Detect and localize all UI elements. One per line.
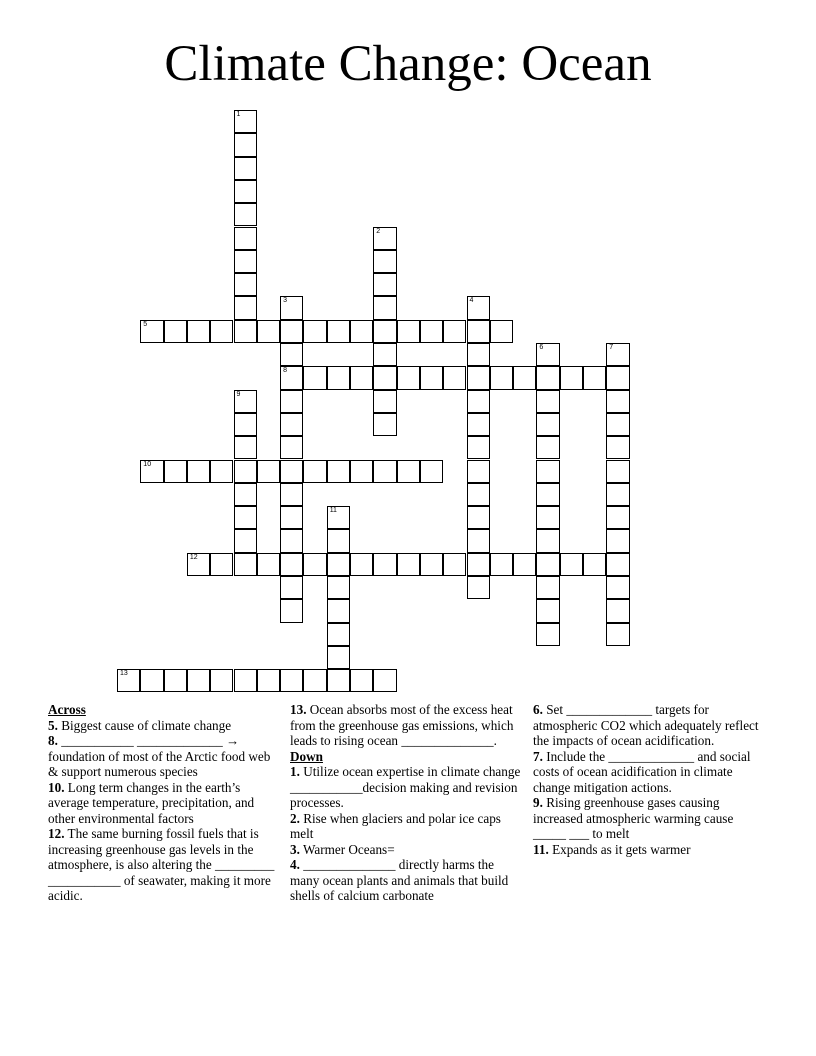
grid-cell[interactable] <box>210 669 233 692</box>
clues-column-3 <box>533 702 763 857</box>
grid-cell[interactable] <box>373 343 396 366</box>
grid-cell[interactable] <box>443 553 466 576</box>
clue-text: ___________ _____________ → foundation of most of the Arctic food web & support numerous species <box>48 733 271 779</box>
clue-item <box>290 702 526 749</box>
grid-cell[interactable] <box>420 460 443 483</box>
clue-item <box>533 749 763 796</box>
clues-column-2 <box>290 702 526 904</box>
grid-cell[interactable] <box>467 483 490 506</box>
grid-cell[interactable] <box>257 669 280 692</box>
grid-cell[interactable] <box>234 180 257 203</box>
grid-cell[interactable] <box>536 623 559 646</box>
clue-text: Long term changes in the earth’s average temperature, precipitation, and other environmental factors <box>48 779 255 826</box>
grid-cell[interactable] <box>373 553 396 576</box>
grid-cell[interactable] <box>164 320 187 343</box>
clue-item <box>533 795 763 842</box>
grid-cell[interactable] <box>467 553 490 576</box>
grid-cell[interactable] <box>397 460 420 483</box>
grid-cell[interactable] <box>536 343 559 366</box>
clue-text: Utilize ocean expertise in climate change ___________decision making and revision processes. <box>290 764 521 810</box>
grid-cell[interactable] <box>327 320 350 343</box>
clue-number: 1 <box>236 111 241 118</box>
clue-number: 5. <box>48 717 58 733</box>
clue-text: Expands as it gets warmer <box>548 841 691 857</box>
grid-cell[interactable] <box>536 460 559 483</box>
grid-cell[interactable] <box>280 436 303 459</box>
clue-number: 13 <box>120 670 128 678</box>
clue-item <box>533 842 763 858</box>
clue-number: 3. <box>290 841 300 857</box>
grid-cell[interactable] <box>467 529 490 552</box>
grid-cell[interactable] <box>467 343 490 366</box>
grid-cell[interactable] <box>280 296 303 319</box>
grid-cell[interactable] <box>606 413 629 436</box>
clue-number: 10 <box>143 460 152 468</box>
clue-number: 8 <box>283 367 287 375</box>
page-title: Climate Change: Ocean <box>164 36 652 92</box>
clue-number: 4. <box>290 857 300 872</box>
grid-cell[interactable] <box>350 320 373 343</box>
grid-cell[interactable] <box>513 553 536 576</box>
clue-number: 11 <box>329 507 337 515</box>
clue-item <box>48 826 278 904</box>
grid-cell[interactable] <box>164 669 187 692</box>
clue-number: 11. <box>533 841 549 857</box>
grid-cell[interactable] <box>280 576 303 599</box>
clue-number: 13. <box>290 702 307 717</box>
grid-cell[interactable] <box>606 576 629 599</box>
grid-cell[interactable] <box>467 320 490 343</box>
grid-cell[interactable] <box>467 576 490 599</box>
grid-cell[interactable] <box>606 506 629 529</box>
grid-cell[interactable] <box>373 296 396 319</box>
grid-cell[interactable] <box>164 460 187 483</box>
grid-cell[interactable] <box>536 483 559 506</box>
grid-cell[interactable] <box>327 576 350 599</box>
grid-cell[interactable] <box>117 669 140 692</box>
grid-cell[interactable] <box>350 553 373 576</box>
grid-cell[interactable] <box>606 623 629 646</box>
clue-item <box>533 702 763 749</box>
grid-cell[interactable] <box>397 553 420 576</box>
grid-cell[interactable] <box>373 227 396 250</box>
grid-cell[interactable] <box>210 553 233 576</box>
clue-item <box>48 780 278 827</box>
grid-cell[interactable] <box>490 320 513 343</box>
clue-number: 1. <box>290 764 300 779</box>
grid-cell[interactable] <box>303 320 326 343</box>
grid-cell[interactable] <box>536 436 559 459</box>
clue-text: The same burning fossil fuels that is increasing greenhouse gas levels in the atmosphere, is also altering the _________ ___________ of seawater, making it more acidic. <box>48 826 275 903</box>
grid-cell[interactable] <box>536 390 559 413</box>
grid-cell[interactable] <box>536 576 559 599</box>
grid-cell[interactable] <box>443 320 466 343</box>
grid-cell[interactable] <box>467 413 490 436</box>
grid-cell[interactable] <box>606 553 629 576</box>
grid-cell[interactable] <box>234 390 257 413</box>
clue-text: Include the _____________ and social costs of ocean acidification in climate change mitigation actions. <box>533 748 751 795</box>
clue-text: Biggest cause of climate change <box>57 717 232 733</box>
grid-cell[interactable] <box>280 390 303 413</box>
grid-cell[interactable] <box>210 460 233 483</box>
grid-cell[interactable] <box>257 320 280 343</box>
grid-cell[interactable] <box>606 436 629 459</box>
clue-item <box>48 733 278 780</box>
grid-cell[interactable] <box>373 366 396 389</box>
grid-cell[interactable] <box>140 669 163 692</box>
grid-cell[interactable] <box>234 227 257 250</box>
section-heading: Across <box>48 702 86 717</box>
grid-cell[interactable] <box>327 623 350 646</box>
grid-cell[interactable] <box>234 273 257 296</box>
grid-cell[interactable] <box>280 460 303 483</box>
grid-cell[interactable] <box>606 483 629 506</box>
grid-cell[interactable] <box>373 669 396 692</box>
grid-cell[interactable] <box>280 506 303 529</box>
grid-cell[interactable] <box>280 320 303 343</box>
grid-cell[interactable] <box>536 506 559 529</box>
grid-cell[interactable] <box>327 646 350 669</box>
clue-number: 7 <box>609 344 614 351</box>
clue-item <box>290 842 526 858</box>
grid-cell[interactable] <box>280 599 303 622</box>
grid-cell[interactable] <box>373 413 396 436</box>
grid-cell[interactable] <box>234 460 257 483</box>
clue-number: 7. <box>533 748 543 764</box>
grid-cell[interactable] <box>303 553 326 576</box>
clue-number: 5 <box>143 320 148 328</box>
grid-cell[interactable] <box>187 553 210 576</box>
grid-cell[interactable] <box>490 553 513 576</box>
grid-cell[interactable] <box>187 460 210 483</box>
grid-cell[interactable] <box>303 366 326 389</box>
grid-cell[interactable] <box>350 669 373 692</box>
clue-number: 2. <box>290 810 300 826</box>
grid-cell[interactable] <box>327 460 350 483</box>
grid-cell[interactable] <box>373 390 396 413</box>
clue-item <box>48 718 278 734</box>
grid-cell[interactable] <box>350 460 373 483</box>
grid-cell[interactable] <box>303 460 326 483</box>
grid-cell[interactable] <box>560 553 583 576</box>
clue-number: 10. <box>48 779 65 795</box>
grid-cell[interactable] <box>397 366 420 389</box>
grid-cell[interactable] <box>280 413 303 436</box>
section-heading: Down <box>290 748 323 764</box>
grid-cell[interactable] <box>536 413 559 436</box>
grid-cell[interactable] <box>234 669 257 692</box>
clue-item <box>290 811 526 842</box>
grid-cell[interactable] <box>234 413 257 436</box>
grid-cell[interactable] <box>490 366 513 389</box>
grid-cell[interactable] <box>234 110 257 133</box>
clue-number: 2 <box>376 227 381 235</box>
grid-cell[interactable] <box>280 483 303 506</box>
grid-cell[interactable] <box>280 553 303 576</box>
clue-text: Rising greenhouse gases causing increased atmospheric warming cause _____ ___ to melt <box>533 795 734 841</box>
grid-cell[interactable] <box>234 553 257 576</box>
grid-cell[interactable] <box>234 133 257 156</box>
grid-cell[interactable] <box>373 250 396 273</box>
clue-number: 4 <box>469 297 474 305</box>
clue-item <box>290 857 526 904</box>
grid-cell[interactable] <box>536 529 559 552</box>
grid-cell[interactable] <box>280 366 303 389</box>
grid-cell[interactable] <box>327 366 350 389</box>
grid-cell[interactable] <box>583 553 606 576</box>
grid-cell[interactable] <box>234 483 257 506</box>
grid-cell[interactable] <box>373 460 396 483</box>
grid-cell[interactable] <box>350 366 373 389</box>
grid-cell[interactable] <box>467 460 490 483</box>
grid-cell[interactable] <box>280 669 303 692</box>
clue-number: 6. <box>533 702 543 717</box>
grid-cell[interactable] <box>536 553 559 576</box>
grid-cell[interactable] <box>606 529 629 552</box>
grid-cell[interactable] <box>187 669 210 692</box>
clue-number: 3 <box>283 297 287 305</box>
grid-cell[interactable] <box>420 553 443 576</box>
grid-cell[interactable] <box>140 460 163 483</box>
clue-number: 9. <box>533 795 543 810</box>
grid-cell[interactable] <box>443 366 466 389</box>
grid-cell[interactable] <box>187 320 210 343</box>
grid-cell[interactable] <box>467 390 490 413</box>
grid-cell[interactable] <box>467 296 490 319</box>
grid-cell[interactable] <box>280 529 303 552</box>
grid-cell[interactable] <box>420 366 443 389</box>
clues-column-1 <box>48 702 278 904</box>
grid-cell[interactable] <box>140 320 163 343</box>
grid-cell[interactable] <box>606 460 629 483</box>
grid-cell[interactable] <box>303 669 326 692</box>
grid-cell[interactable] <box>467 436 490 459</box>
grid-cell[interactable] <box>234 506 257 529</box>
grid-cell[interactable] <box>467 506 490 529</box>
grid-cell[interactable] <box>373 320 396 343</box>
clue-text: ______________ directly harms the many ocean plants and animals that build shells of calcium carbonate <box>290 857 509 903</box>
clue-number: 9 <box>236 390 241 398</box>
grid-cell[interactable] <box>327 599 350 622</box>
clue-item <box>290 764 526 811</box>
clue-text: Rise when glaciers and polar ice caps melt <box>290 810 501 841</box>
grid-cell[interactable] <box>467 366 490 389</box>
grid-cell[interactable] <box>234 203 257 226</box>
grid-cell[interactable] <box>327 506 350 529</box>
grid-cell[interactable] <box>606 599 629 622</box>
grid-cell[interactable] <box>257 553 280 576</box>
clue-number: 8. <box>48 733 58 748</box>
grid-cell[interactable] <box>234 529 257 552</box>
grid-cell[interactable] <box>606 366 629 389</box>
grid-cell[interactable] <box>327 529 350 552</box>
grid-cell[interactable] <box>234 320 257 343</box>
grid-cell[interactable] <box>327 669 350 692</box>
clue-text: Warmer Oceans= <box>299 841 395 857</box>
grid-cell[interactable] <box>513 366 536 389</box>
grid-cell[interactable] <box>536 366 559 389</box>
grid-cell[interactable] <box>397 320 420 343</box>
clue-number: 6 <box>539 344 544 351</box>
clue-text: Ocean absorbs most of the excess heat from the greenhouse gas emissions, which leads to rising ocean ______________. <box>290 702 514 748</box>
grid-cell[interactable] <box>606 343 629 366</box>
grid-cell[interactable] <box>257 460 280 483</box>
clue-number: 12 <box>189 553 198 561</box>
grid-cell[interactable] <box>420 320 443 343</box>
grid-cell[interactable] <box>583 366 606 389</box>
clue-text: Set _____________ targets for atmospheric CO2 which adequately reflect the impacts of ocean acidification. <box>533 702 759 748</box>
grid-cell[interactable] <box>606 390 629 413</box>
grid-cell[interactable] <box>234 250 257 273</box>
clue-number: 12. <box>48 826 65 841</box>
grid-cell[interactable] <box>234 436 257 459</box>
grid-cell[interactable] <box>536 599 559 622</box>
grid-cell[interactable] <box>327 553 350 576</box>
grid-cell[interactable] <box>234 157 257 180</box>
grid-cell[interactable] <box>210 320 233 343</box>
grid-cell[interactable] <box>234 296 257 319</box>
grid-cell[interactable] <box>560 366 583 389</box>
grid-cell[interactable] <box>373 273 396 296</box>
grid-cell[interactable] <box>280 343 303 366</box>
